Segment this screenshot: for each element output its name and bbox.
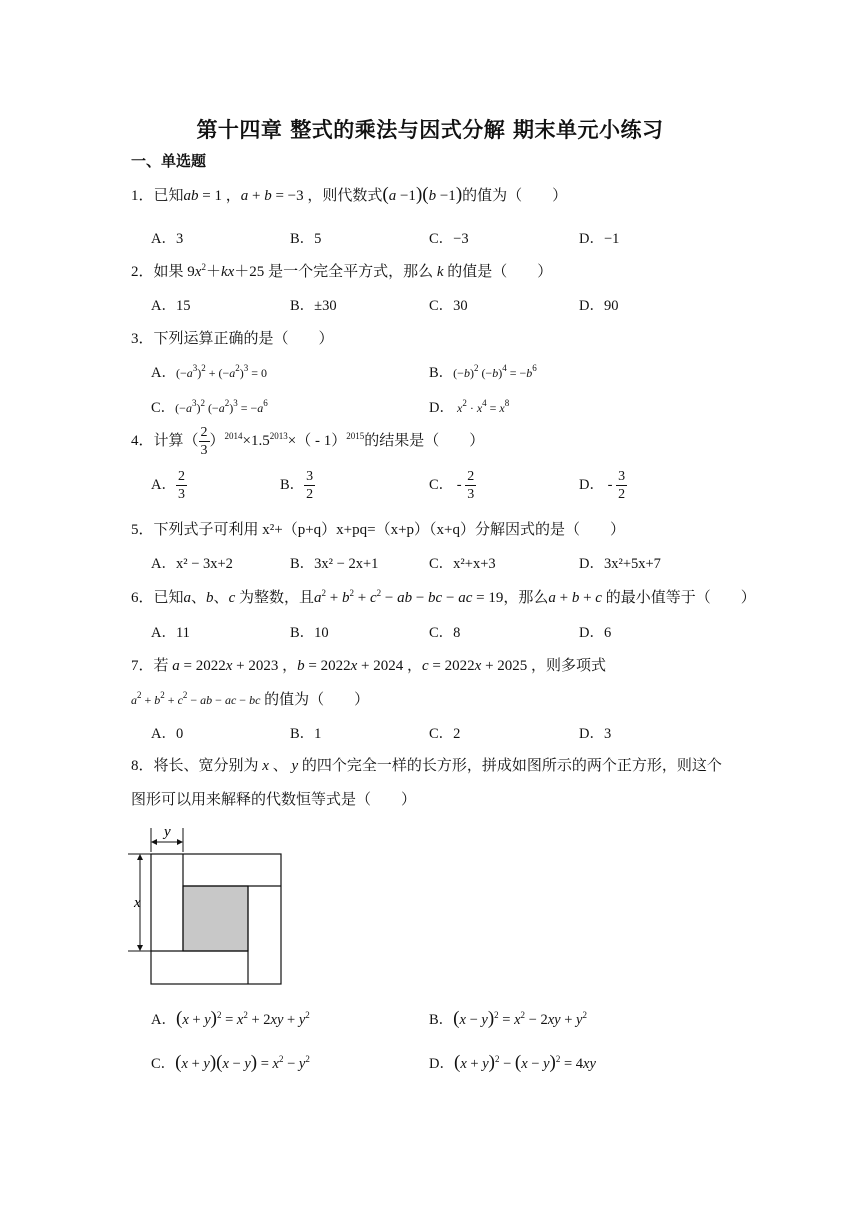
q2-option-c[interactable]: C．30 — [429, 298, 468, 314]
q2-option-b[interactable]: B．±30 — [290, 298, 337, 314]
q2-option-d[interactable]: D．90 — [579, 298, 619, 314]
q8-option-d[interactable]: D．$(x + y)^2 - (x - y)^2 = 4xy$ — [429, 1052, 596, 1073]
question-1: 1．已知ab = 1 ，a + b = −3 ，则代数式(a −1)(b −1)的值为（ ） — [131, 184, 568, 205]
q1-option-c[interactable]: C．−3 — [429, 231, 469, 247]
q6-option-d[interactable]: D．6 — [579, 625, 612, 641]
x-label: x — [134, 895, 141, 911]
question-2: 2．如果 $9x^2+kx+25$ 是一个完全平方式，那么 k 的值是（ ） — [131, 262, 553, 280]
q7-option-b[interactable]: B．1 — [290, 726, 322, 742]
question-8-line-2: 图形可以用来解释的代数恒等式是（ ） — [131, 792, 417, 808]
q3-option-d[interactable]: D． $x^2 \cdot x^4 = x^8$ — [429, 398, 510, 416]
y-label: y — [164, 824, 171, 840]
page-title: 第十四章 整式的乘法与因式分解 期末单元小练习 — [196, 118, 664, 142]
q6-option-a[interactable]: A．11 — [151, 625, 190, 641]
q8-option-a[interactable]: A．$(x + y)^2 = x^2 + 2xy + y^2$ — [151, 1008, 310, 1029]
q5-option-b[interactable]: B．3x² − 2x+1 — [290, 556, 379, 572]
q7-option-c[interactable]: C．2 — [429, 726, 461, 742]
q4-option-b[interactable]: B． $\frac{3}{2}$ — [280, 469, 314, 502]
q5-option-c[interactable]: C．x²+x+3 — [429, 556, 496, 572]
q3-option-c[interactable]: C．$(-a^3)^2$ $(-a^2)^3 = -a^6$ — [151, 398, 268, 416]
y-arrowhead-right — [177, 839, 183, 845]
q4-option-c[interactable]: C． - $\frac{2}{3}$ — [429, 469, 475, 502]
question-3: 3．下列运算正确的是（ ） — [131, 331, 334, 347]
q3-option-a[interactable]: A．$(-a^3)^2 + (-a^2)^3 = 0$ — [151, 363, 268, 381]
q1-option-a[interactable]: A．3 — [151, 231, 184, 247]
question-8: 8．将长、宽分别为 x 、 y 的四个完全一样的长方形，拼成如图所示的两个正方形，则这个 — [131, 758, 722, 774]
q3-option-b[interactable]: B．$(-b)^2$ $(-b)^4 = -b^6$ — [429, 363, 537, 381]
section-heading: 一、单选题 — [131, 152, 207, 170]
q8-option-b[interactable]: B．$(x - y)^2 = x^2 - 2xy + y^2$ — [429, 1008, 587, 1029]
question-5: 5．下列式子可利用 x²+（p+q）x+pq=（x+p）（x+q）分解因式的是（ ） — [131, 522, 626, 538]
q7-option-d[interactable]: D．3 — [579, 726, 612, 742]
q6-option-b[interactable]: B．10 — [290, 625, 329, 641]
q4-option-a[interactable]: A． $\frac{2}{3}$ — [151, 469, 185, 502]
question-4: 4．计算（ $\frac{2}{3}$ ）$^{2014}\times 1.5^{2013}\times( - 1)^{2015}$的结果是（ ） — [131, 425, 485, 458]
q1-option-d[interactable]: D．−1 — [579, 231, 620, 247]
question-7: 7．若 a = 2022x + 2023 ，b = 2022x + 2024 ，c = 2022x + 2025 ，则多项式 — [131, 658, 607, 674]
square-figure — [126, 822, 286, 987]
q7-option-a[interactable]: A．0 — [151, 726, 184, 742]
question-6: 6．已知a、b、c 为整数，且$a^2 + b^2 + c^2$ − ab − bc − ac = 19，那么a + b + c 的最小值等于（ ） — [131, 588, 756, 606]
q5-option-a[interactable]: A．x² − 3x+2 — [151, 556, 233, 572]
x-arrowhead-bottom — [137, 945, 143, 951]
q8-option-c[interactable]: C．$(x + y)(x - y) = x^2 - y^2$ — [151, 1052, 310, 1073]
question-7-line-2: $a^2 + b^2 + c^2$ − ab − ac − bc 的值为（ ） — [131, 690, 370, 708]
y-arrowhead-left — [151, 839, 157, 845]
q1-option-b[interactable]: B．5 — [290, 231, 322, 247]
inner-square — [183, 886, 248, 951]
q4-option-d[interactable]: D． - $\frac{3}{2}$ — [579, 469, 626, 502]
x-arrowhead-top — [137, 854, 143, 860]
q6-option-c[interactable]: C．8 — [429, 625, 461, 641]
q5-option-d[interactable]: D．3x²+5x+7 — [579, 556, 661, 572]
q2-option-a[interactable]: A．15 — [151, 298, 191, 314]
